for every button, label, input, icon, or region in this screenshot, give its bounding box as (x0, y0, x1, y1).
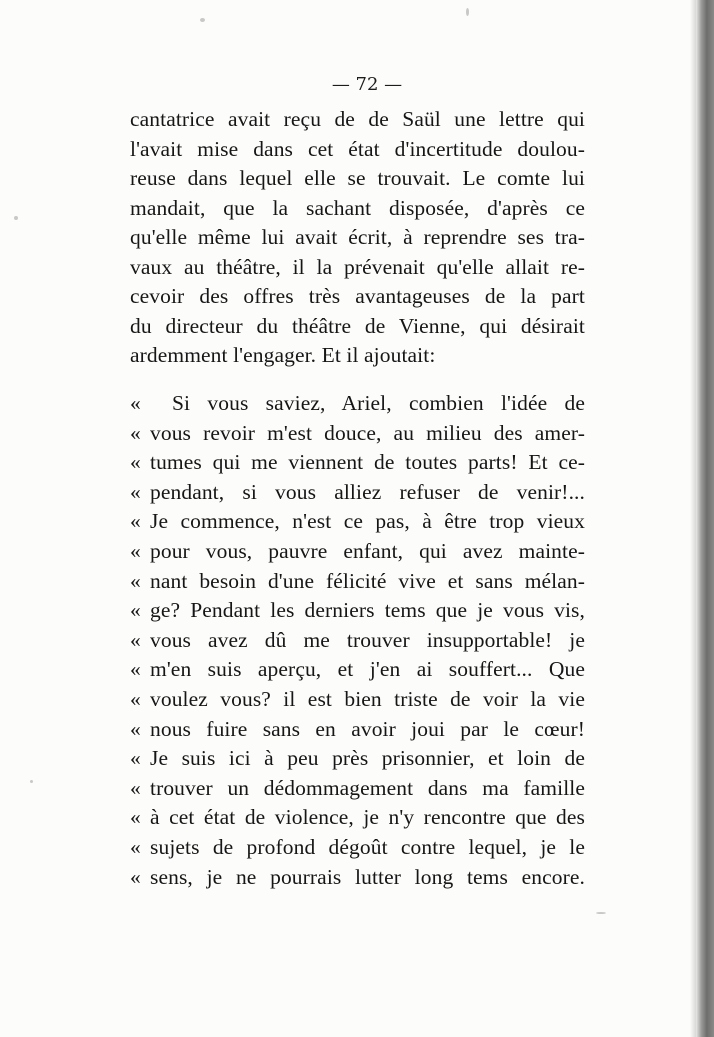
paper-speck (30, 780, 33, 783)
page-number (0, 74, 714, 95)
quote-text: Si vous saviez, Ariel, combien l'idée de (172, 391, 585, 415)
quote-mark: « (130, 538, 141, 563)
quote-line (130, 715, 585, 745)
quote-mark: « (130, 775, 141, 800)
quote-line (130, 507, 585, 537)
text-line: vaux au théâtre, il la prévenait qu'elle allait re- (130, 254, 585, 279)
letter-quotation (130, 389, 585, 892)
quote-text: ge? Pendant les derniers tems que je vous vis, (150, 598, 585, 623)
quote-mark: « (130, 834, 141, 859)
quote-mark: « (130, 686, 141, 711)
text-line: qu'elle même lui avait écrit, à reprendre ses tra- (130, 225, 585, 249)
text-line: ardemment l'engager. Et il ajoutait: (130, 343, 436, 367)
quote-line (130, 744, 585, 774)
paper-speck (200, 18, 205, 22)
page-number-text: — 72 — (331, 74, 403, 95)
quote-line (130, 448, 585, 478)
text-line: cevoir des offres très avantageuses de la part (130, 284, 585, 308)
quote-line (130, 803, 585, 833)
quote-text: voulez vous? il est bien triste de voir la vie (150, 686, 585, 711)
quote-text: trouver un dédommagement dans ma famille (150, 775, 585, 800)
quote-text: vous avez dû me trouver insupportable! je (150, 627, 585, 652)
quote-line (130, 389, 585, 419)
quote-text: pendant, si vous alliez refuser de venir!... (150, 479, 585, 504)
quote-mark: « (130, 420, 141, 445)
quote-mark: « (130, 568, 141, 593)
quote-mark: « (130, 450, 141, 475)
quote-text: pour vous, pauvre enfant, qui avez mainte- (150, 538, 585, 563)
quote-mark: « (130, 864, 141, 889)
quote-text: tumes qui me viennent de toutes parts! Et ce- (150, 450, 585, 475)
quote-line (130, 478, 585, 508)
quote-text: nant besoin d'une félicité vive et sans mélan- (150, 568, 585, 593)
text-line: du directeur du théâtre de Vienne, qui désirait (130, 313, 585, 338)
quote-line (130, 685, 585, 715)
page-binding-edge (696, 0, 714, 1037)
quote-line (130, 655, 585, 685)
quote-text: sens, je ne pourrais lutter long tems encore. (150, 864, 585, 889)
quote-line (130, 774, 585, 804)
quote-line (130, 419, 585, 449)
quote-text: Je suis ici à peu près prisonnier, et loin de (150, 746, 585, 771)
quote-line (130, 833, 585, 863)
quote-mark: « (130, 746, 141, 771)
quote-mark: « (130, 657, 141, 682)
quote-text: m'en suis aperçu, et j'en ai souffert... Que (150, 657, 585, 682)
quote-text: vous revoir m'est douce, au milieu des amer- (150, 420, 585, 445)
quote-line (130, 863, 585, 893)
quote-mark: « (130, 716, 141, 741)
quote-line (130, 567, 585, 597)
quote-line (130, 537, 585, 567)
quote-text: sujets de profond dégoût contre lequel, je le (150, 834, 585, 859)
quote-mark: « (130, 598, 141, 623)
paper-speck (466, 8, 469, 16)
text-line: l'avait mise dans cet état d'incertitude doulou- (130, 136, 585, 161)
quote-text: à cet état de violence, je n'y rencontre que des (150, 805, 585, 830)
paper-speck (14, 216, 18, 220)
quote-mark: « (130, 479, 141, 504)
paper-speck (596, 912, 606, 914)
text-line: mandait, que la sachant disposée, d'après ce (130, 195, 585, 220)
quote-text: Je commence, n'est ce pas, à être trop vieux (150, 509, 585, 534)
quote-mark: « (130, 627, 141, 652)
quote-mark: « (130, 509, 141, 534)
quote-text: nous fuire sans en avoir joui par le cœur! (150, 716, 585, 741)
narrative-paragraph (130, 105, 585, 371)
quote-mark: « (130, 805, 141, 830)
text-line: reuse dans lequel elle se trouvait. Le comte lui (130, 166, 585, 190)
text-line: cantatrice avait reçu de de Saül une lettre qui (130, 107, 585, 131)
quote-mark: « (130, 391, 141, 415)
quote-line (130, 626, 585, 656)
quote-line (130, 596, 585, 626)
